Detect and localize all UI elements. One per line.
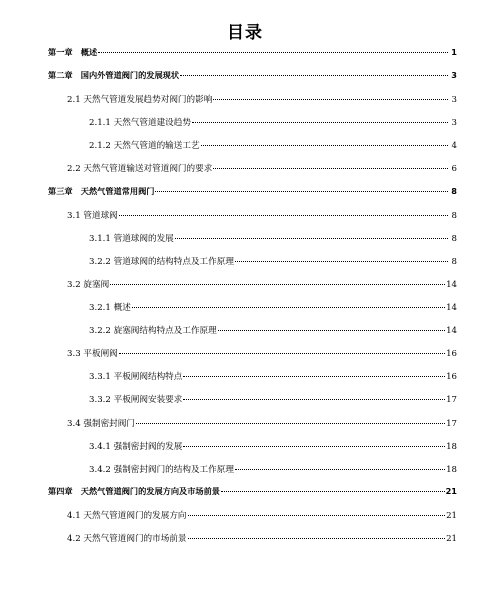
- dot-leader: [183, 446, 445, 447]
- toc-entry-label: 第四章 天然气管道阀门的发展方向及市场前景: [48, 485, 220, 496]
- toc-entry-page-number: 18: [446, 464, 457, 475]
- dot-leader: [175, 238, 448, 239]
- toc-entry-page-number: 16: [446, 349, 457, 360]
- toc-entry-page-number: 4: [451, 141, 457, 152]
- toc-entry-page-number: 3: [451, 95, 457, 106]
- toc-entry-label: 第二章 国内外管道阀门的发展现状: [48, 70, 180, 81]
- toc-entry-page-number: 14: [446, 279, 457, 290]
- toc-entry-label: 3.4.2 强制密封阀门的结构及工作原理: [89, 464, 234, 475]
- dot-leader: [132, 307, 445, 308]
- toc-entry-label: 3.1 管道球阀: [67, 210, 118, 221]
- toc-entry-label: 3.3 平板闸阀: [67, 349, 118, 360]
- toc-entry[interactable]: [0, 463, 490, 486]
- toc-entry[interactable]: [0, 139, 490, 162]
- toc-entry[interactable]: [0, 255, 490, 278]
- toc-entry[interactable]: [0, 393, 490, 416]
- dot-leader: [183, 376, 445, 377]
- toc-entry-page-number: 3: [451, 118, 457, 129]
- toc-entry-page-number: 14: [446, 303, 457, 314]
- toc-entry[interactable]: [0, 347, 490, 370]
- toc-entry-label: 3.2 旋塞阀: [67, 279, 110, 290]
- dot-leader: [119, 353, 445, 354]
- toc-entry[interactable]: [0, 93, 490, 116]
- toc-entry-label: 2.1 天然气管道发展趋势对阀门的影响: [67, 95, 213, 106]
- toc-entry-label: 3.4.1 强制密封阀的发展: [89, 441, 183, 452]
- dot-leader: [110, 284, 445, 285]
- toc-entry[interactable]: [0, 186, 490, 209]
- toc-entry-label: 第三章 天然气管道常用阀门: [48, 185, 155, 196]
- dot-leader: [235, 469, 445, 470]
- toc-entry[interactable]: [0, 232, 490, 255]
- toc-entry-label: 3.2.1 概述: [89, 303, 131, 314]
- toc-entry-page-number: 21: [445, 485, 457, 496]
- dot-leader: [180, 75, 448, 76]
- page-title: 目录: [227, 23, 263, 43]
- toc-entry[interactable]: [0, 417, 490, 440]
- toc-entry[interactable]: [0, 509, 490, 532]
- toc-entry-page-number: 6: [451, 164, 457, 175]
- toc-entry-label: 2.2 天然气管道输送对管道阀门的要求: [67, 164, 213, 175]
- dot-leader: [213, 168, 448, 169]
- toc-entry[interactable]: [0, 370, 490, 393]
- toc-entry[interactable]: [0, 486, 490, 509]
- dot-leader: [136, 423, 445, 424]
- toc-entry-label: 3.3.2 平板闸阀安装要求: [89, 395, 183, 406]
- toc-entry-page-number: 1: [451, 47, 457, 57]
- dot-leader: [218, 330, 445, 331]
- toc-entry-page-number: 14: [446, 326, 457, 337]
- toc-entry-page-number: 8: [451, 233, 457, 244]
- toc-entry-page-number: 8: [451, 256, 457, 267]
- toc-entry[interactable]: [0, 278, 490, 301]
- toc-entry[interactable]: [0, 162, 490, 185]
- toc-entry-page-number: 17: [446, 395, 457, 406]
- toc-entry-page-number: 21: [446, 533, 457, 544]
- toc-entry[interactable]: [0, 440, 490, 463]
- toc-entry-page-number: 16: [446, 372, 457, 383]
- dot-leader: [213, 99, 448, 100]
- dot-leader: [98, 52, 448, 53]
- toc-entry-label: 3.2.2 旋塞阀结构特点及工作原理: [89, 326, 217, 337]
- dot-leader: [188, 515, 446, 516]
- dot-leader: [188, 538, 446, 539]
- toc-entry-label: 2.1.2 天然气管道的输送工艺: [89, 141, 200, 152]
- toc-entry[interactable]: [0, 70, 490, 93]
- toc-entry-label: 3.1.1 管道球阀的发展: [89, 233, 174, 244]
- dot-leader: [183, 399, 445, 400]
- toc-entry[interactable]: [0, 116, 490, 139]
- toc-entry[interactable]: [0, 47, 490, 70]
- toc-entry-page-number: 8: [451, 185, 457, 196]
- toc-entry-label: 4.2 天然气管道阀门的市场前景: [67, 533, 187, 544]
- dot-leader: [221, 491, 445, 492]
- dot-leader: [119, 215, 448, 216]
- toc-entry[interactable]: [0, 324, 490, 347]
- dot-leader: [201, 145, 448, 146]
- toc-entry[interactable]: [0, 209, 490, 232]
- toc-entry-page-number: 8: [451, 210, 457, 221]
- dot-leader: [235, 261, 448, 262]
- toc-entry[interactable]: [0, 301, 490, 324]
- table-of-contents: [0, 47, 490, 555]
- toc-entry-page-number: 17: [446, 418, 457, 429]
- toc-entry-label: 3.3.1 平板闸阀结构特点: [89, 372, 183, 383]
- dot-leader: [192, 122, 448, 123]
- toc-entry-label: 2.1.1 天然气管道建设趋势: [89, 118, 191, 129]
- toc-entry-page-number: 3: [451, 70, 457, 81]
- toc-entry-page-number: 21: [446, 510, 457, 521]
- toc-entry[interactable]: [0, 532, 490, 555]
- toc-entry-label: 4.1 天然气管道阀门的发展方向: [67, 510, 187, 521]
- toc-entry-label: 3.4 强制密封阀门: [67, 418, 135, 429]
- toc-entry-label: 第一章 概述: [48, 47, 98, 57]
- dot-leader: [155, 191, 448, 192]
- toc-entry-label: 3.2.2 管道球阀的结构特点及工作原理: [89, 256, 234, 267]
- toc-entry-page-number: 18: [446, 441, 457, 452]
